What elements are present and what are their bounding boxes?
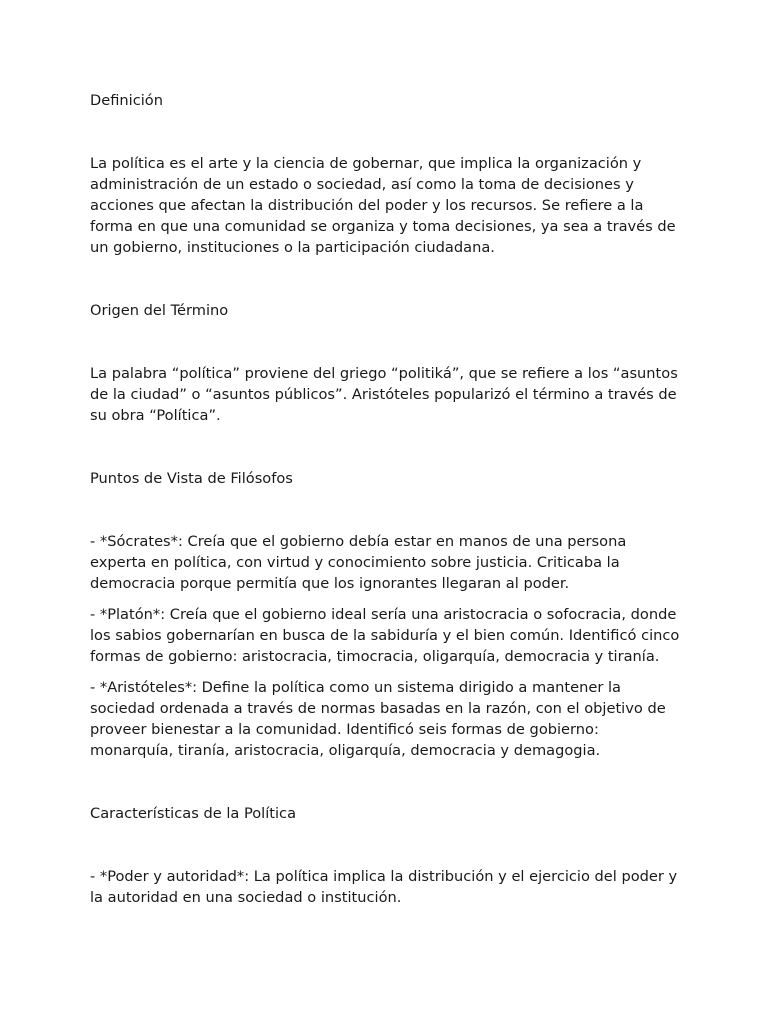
spacer — [90, 321, 680, 363]
spacer — [90, 761, 680, 803]
spacer — [90, 594, 680, 604]
section-heading-caracteristicas: Características de la Política — [90, 805, 297, 822]
spacer — [90, 824, 680, 866]
paragraph-origen: La palabra “política” proviene del griego “politiká”, que se refiere a los “asuntos de la ciudad” o “asuntos públicos”. Aristóteles popularizó el término a través de su obra “Política”. — [90, 365, 678, 424]
spacer — [90, 258, 680, 300]
spacer — [90, 111, 680, 153]
list-item-aristoteles: - *Aristóteles*: Define la política como un sistema dirigido a mantener la sociedad ordenada a través de normas basadas en la razón, con el objetivo de proveer bienestar a la comunidad. Identificó seis formas de gobierno: monarquía, tiranía, aristocracia, oligarquía, democracia y demagogia. — [90, 679, 666, 759]
document-page — [90, 90, 680, 908]
list-item-platon: - *Platón*: Creía que el gobierno ideal sería una aristocracia o sofocracia, donde los sabios gobernarían en busca de la sabiduría y el bien común. Identificó cinco formas de gobierno: aristocracia, timocracia, oligarquía, democracia y tiranía. — [90, 606, 680, 665]
spacer — [90, 667, 680, 677]
list-item-socrates: - *Sócrates*: Creía que el gobierno debía estar en manos de una persona experta en política, con virtud y conocimiento sobre justicia. Criticaba la democracia porque permitía que los ignorantes llegaran al poder. — [90, 533, 627, 592]
spacer — [90, 489, 680, 531]
list-item-poder-autoridad: - *Poder y autoridad*: La política implica la distribución y el ejercicio del poder y la autoridad en una sociedad o institución. — [90, 868, 678, 906]
section-heading-filosofos: Puntos de Vista de Filósofos — [90, 470, 293, 487]
section-heading-origen: Origen del Término — [90, 302, 229, 319]
paragraph-definicion: La política es el arte y la ciencia de gobernar, que implica la organización y administración de un estado o sociedad, así como la toma de decisiones y acciones que afectan la distribución del poder y los recursos. Se refiere a la forma en que una comunidad se organiza y toma decisiones, ya sea a través de un gobierno, instituciones o la participación ciudadana. — [90, 155, 676, 256]
spacer — [90, 426, 680, 468]
section-heading-definicion: Definición — [90, 92, 163, 109]
